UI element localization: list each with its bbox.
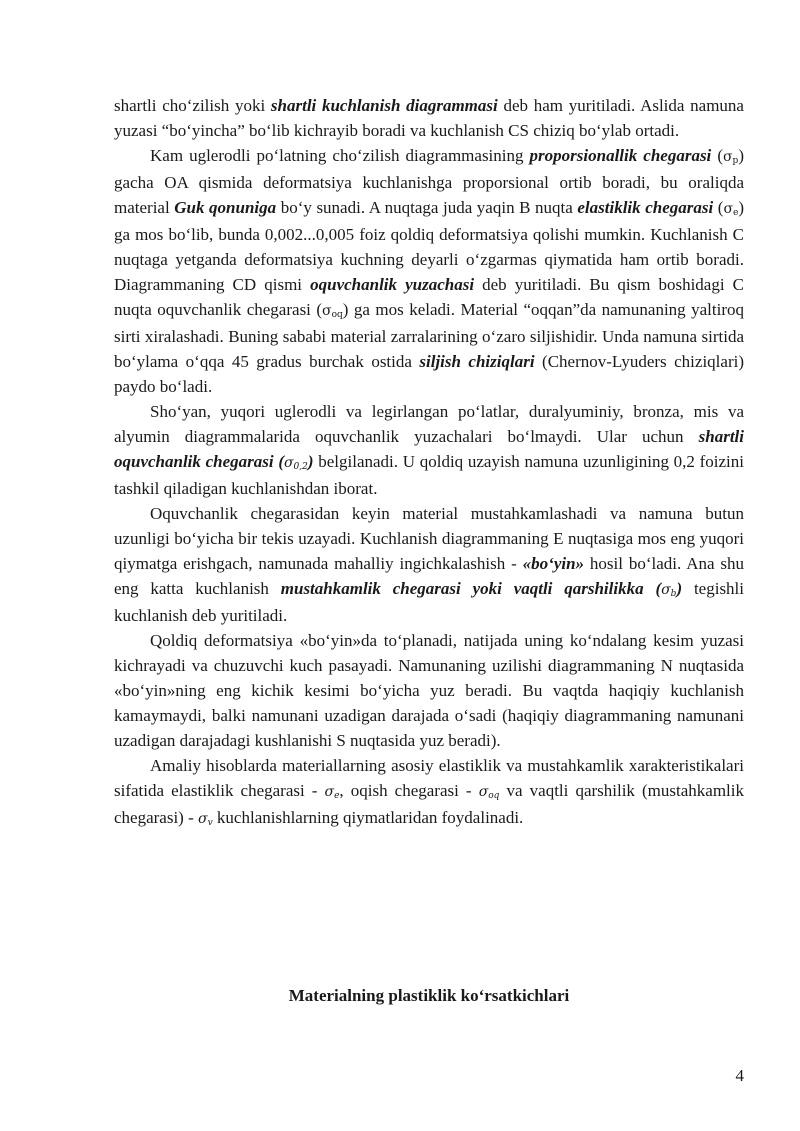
paragraph-3 [114,399,744,501]
term-elastiklik-chegarasi: elastiklik chegarasi [577,198,714,217]
text-run: Oquvchanlik chegarasidan keyin material mustahkamlashadi va namuna butun uzunligi bo‘yicha bir tekis uzayadi. Kuchlanish diagrammaning E nuqtasiga mos eng yuqori qiymatga erishgach, namunada mahalliy ingichkalashish - [114,504,744,573]
paragraph-5 [114,628,744,753]
text-run: ) ga mos bo‘lib, bunda 0,002...0,005 foiz qoldiq deformatsiya qolishi mumkin. Kuchlanish C nuqtaga yetganda deformatsiya kuchning deyarli o‘zgarmas qiymatida ham ortib boradi. Diagrammaning CD qismi [114,198,745,294]
sigma-subscript: p [732,156,739,166]
term-siljish-chiziqlari: siljish chiziqlari [419,352,535,371]
text-run: bo‘y sunadi. A nuqtaga juda yaqin B nuqta [276,198,578,217]
sigma-symbol: $\sigma_{oq}$ [478,784,500,801]
sigma-subscript: e [334,791,340,801]
text-run: kuchlanishlarning qiymatlaridan foydalinadi. [212,808,524,827]
paragraph-1 [114,93,744,143]
text-run: deb ham yuritiladi. Aslida namuna yuzasi “bo‘yincha” bo‘lib kichrayib boradi va kuchlanish CS chiziq bo‘ylab ortadi. [114,96,744,140]
text-run: ) gacha OA qismida deformatsiya kuchlanishga proporsional ortib boradi, bu oraliqda material [114,146,744,217]
text-run: ( [711,146,723,165]
text-run: ) [307,452,314,471]
text-run: Qoldiq deformatsiya «bo‘yin»da to‘planadi, natijada uning ko‘ndalang kesim yuzasi kichrayadi va chuzuvchi kuch pasayadi. Namunaning uzilishi diagrammaning N nuqtasida «bo‘yin»ning eng kichik kesimi bo‘yicha yuz beradi. Bu vaqtda haqiqiy kuchlanish kamaymaydi, balki namunani uzadigan darajada o‘sadi (haqiqiy diagrammaning namunani uzadigan darajadagi kushlanishi S nuqtasida yuz beradi). [114,631,744,750]
sigma-symbol: $\sigma_{0,2}$ [283,455,308,472]
body-text [114,93,744,832]
text-run: belgilanadi. U qoldiq uzayish namuna uzunligining 0,2 foizini tashkil qiladigan kuchlanishdan iborat. [114,452,745,498]
text-run: tegishli kuchlanish deb yuritiladi. [114,579,745,625]
page-number: 4 [735,1066,744,1085]
sigma-subscript: v [207,818,213,828]
term-guk-qonuniga: Guk qonuniga [174,198,277,217]
paragraph-6 [114,753,744,832]
text-run: ( [713,198,724,217]
text-run: Kam uglerodli po‘latning cho‘zilish diagrammasining [150,146,530,165]
text-run: , oqish chegarasi - [339,781,479,800]
sigma-symbol: $\sigma_b$ [661,582,677,599]
sigma-symbol: $\sigma_e$ [324,784,340,801]
text-run: Sho‘yan, yuqori uglerodli va legirlangan po‘latlar, duralyuminiy, bronza, mis va alyumin diagrammalarida oquvchanlik yuzachalari bo‘lmaydi. Ular uchun [114,402,744,446]
sigma-subscript: 0,2 [293,462,308,472]
text-run: hosil bo‘ladi. Ana shu eng katta kuchlanish [114,554,744,598]
term-boyin: «bo‘yin» [522,554,585,573]
sigma-symbol: $\sigma_v$ [198,811,213,828]
text-run: ) ga mos keladi. Material “oqqan”da namunaning yaltiroq sirti xiralashadi. Buning sababi material zarralarining o‘zaro siljishidir. Unda namuna sirtida bo‘ylama o‘qqa 45 gradus burchak ostida [114,300,744,371]
term-proporsionallik-chegarasi: proporsionallik chegarasi [529,146,712,165]
paragraph-2 [114,143,744,399]
sigma-subscript: oq [331,310,343,320]
term-shartli-oquvchanlik-chegarasi: shartli oquvchanlik chegarasi ( [114,427,744,471]
sigma-subscript: e [733,208,739,218]
sigma-symbol: $\sigma_p$ [722,149,739,166]
paragraph-4 [114,501,744,628]
text-run: va vaqtli qarshilik (mustahkamlik chegarasi) - [114,781,744,827]
term-oquvchanlik-yuzachasi: oquvchanlik yuzachasi [310,275,475,294]
text-run: (Chernov-Lyuders chiziqlari) paydo bo‘ladi. [114,352,744,396]
sigma-symbol: $\sigma_e$ [723,201,739,218]
term-mustahkamlik-chegarasi: mustahkamlik chegarasi yoki vaqtli qarshilikka ( [280,579,662,598]
section-heading: Materialning plastiklik ko‘rsatkichlari [288,986,570,1005]
text-run: Amaliy hisoblarda materiallarning asosiy elastiklik va mustahkamlik xarakteristikalari sifatida elastiklik chegarasi - [114,756,744,800]
text-run: ) [676,579,683,598]
term-shartli-kuchlanish-diagrammasi: shartli kuchlanish diagrammasi [270,96,498,115]
text-run: deb yuritiladi. Bu qism boshidagi C nuqta oquvchanlik chegarasi ( [114,275,744,319]
text-run: shartli cho‘zilish yoki [114,96,271,115]
sigma-subscript: b [670,589,677,599]
sigma-subscript: oq [488,791,500,801]
sigma-symbol: $\sigma_{oq}$ [322,303,343,320]
